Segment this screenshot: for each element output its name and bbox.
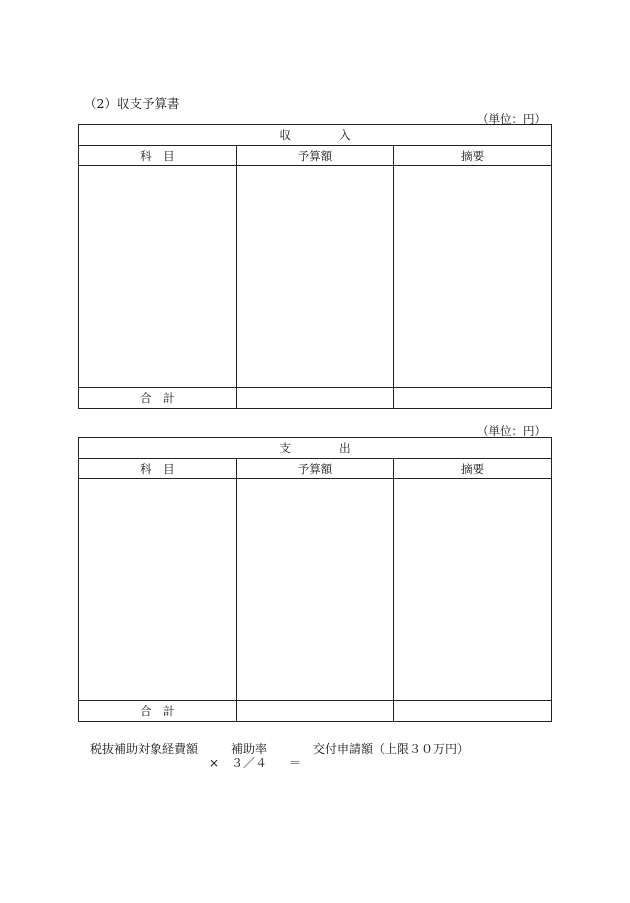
income-summary-header: 摘要 — [394, 146, 552, 166]
equals-sign: ＝ — [289, 756, 302, 770]
subsidy-rate-label: 補助率 — [231, 742, 268, 756]
expense-summary-cell[interactable] — [394, 479, 552, 701]
rate-expression: × ３／４ — [209, 756, 268, 770]
income-unit-label: （単位：円） — [477, 112, 546, 126]
income-total-budget-cell[interactable] — [236, 388, 394, 409]
income-budget-header: 予算額 — [236, 146, 394, 166]
expense-total-budget-cell[interactable] — [236, 701, 394, 722]
expense-item-cell[interactable] — [79, 479, 237, 701]
income-section-header — [79, 125, 552, 146]
grant-application-amount-label: 交付申請額（上限３０万円） — [313, 742, 470, 756]
expense-section-header — [79, 438, 552, 459]
expense-total-summary-cell[interactable] — [394, 701, 552, 722]
income-table — [78, 124, 552, 409]
expense-budget-cell[interactable] — [236, 479, 394, 701]
income-summary-cell[interactable] — [394, 166, 552, 388]
expense-summary-header: 摘要 — [394, 459, 552, 479]
expense-total-label: 合 計 — [79, 701, 237, 722]
income-item-header-text: 科 目 — [140, 148, 175, 163]
taxfree-eligible-cost-label: 税抜補助対象経費額 — [90, 742, 199, 756]
document-title: （2）収支予算書 — [84, 96, 180, 111]
expense-section-label: 支 出 — [279, 441, 370, 455]
expense-table — [78, 437, 552, 722]
income-section-label: 収 入 — [279, 128, 370, 142]
expense-unit-label: （単位：円） — [477, 424, 546, 438]
income-item-cell[interactable] — [79, 166, 237, 388]
income-budget-cell[interactable] — [236, 166, 394, 388]
expense-budget-header: 予算額 — [236, 459, 394, 479]
expense-item-header: 科 目 — [79, 459, 237, 479]
income-item-header — [79, 146, 237, 166]
income-total-label: 合 計 — [79, 388, 237, 409]
income-total-summary-cell[interactable] — [394, 388, 552, 409]
